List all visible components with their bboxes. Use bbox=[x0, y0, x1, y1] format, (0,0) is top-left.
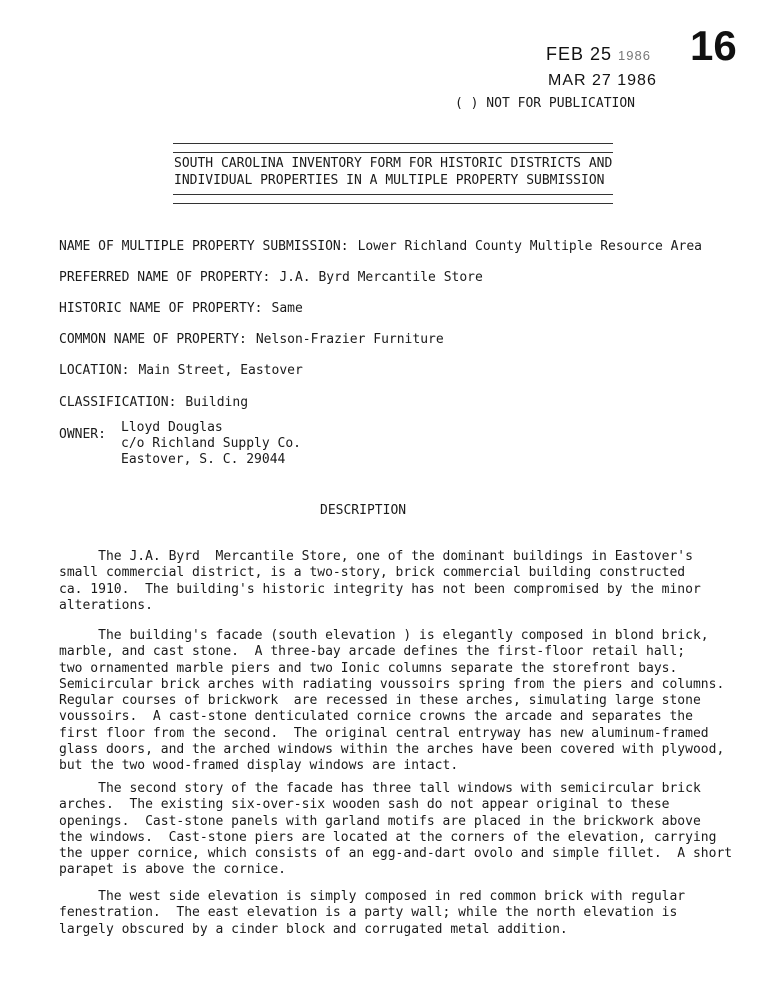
paragraph-line: The second story of the facade has three tall windows with semicircular brick bbox=[59, 781, 701, 796]
paragraph-line: first floor from the second. The original central entryway has new aluminum-framed bbox=[59, 725, 709, 741]
description-paragraph-1 bbox=[59, 549, 729, 614]
not-for-publication-checkbox-line: ( ) NOT FOR PUBLICATION bbox=[455, 96, 636, 111]
location-value: Main Street, Eastover bbox=[138, 363, 303, 378]
received-date-feb: FEB 25 bbox=[546, 44, 613, 64]
historic-name-label: HISTORIC NAME OF PROPERTY: bbox=[59, 301, 263, 316]
classification-value: Building bbox=[185, 395, 249, 410]
description-paragraph-2 bbox=[59, 628, 729, 775]
common-name-value: Nelson-Frazier Furniture bbox=[255, 332, 444, 347]
form-title-line-2: INDIVIDUAL PROPERTIES IN A MULTIPLE PROPERTY SUBMISSION bbox=[174, 173, 605, 188]
historic-name-field bbox=[59, 301, 303, 316]
owner-name: Lloyd Douglas bbox=[121, 420, 223, 435]
received-date-stamp-feb bbox=[546, 44, 651, 65]
description-paragraph-3 bbox=[59, 781, 733, 879]
paragraph-line: ca. 1910. The building's historic integrity has not been compromised by the minor bbox=[59, 581, 701, 597]
owner-label: OWNER: bbox=[59, 427, 106, 442]
paragraph-line: Semicircular brick arches with radiating voussoirs spring from the piers and columns. bbox=[59, 676, 725, 692]
paragraph-line: the windows. Cast-stone piers are located at the corners of the elevation, carrying bbox=[59, 829, 717, 845]
paragraph-line: Regular courses of brickwork are recessed in these arches, simulating large stone bbox=[59, 693, 701, 709]
received-year-feb: 1986 bbox=[618, 48, 651, 63]
form-title bbox=[174, 155, 612, 189]
preferred-name-label: PREFERRED NAME OF PROPERTY: bbox=[59, 270, 271, 285]
title-rule-bottom-1 bbox=[173, 194, 613, 195]
title-rule-top bbox=[173, 143, 613, 144]
common-name-field bbox=[59, 332, 444, 347]
paragraph-line: glass doors, and the arched windows within the arches have been covered with plywood, bbox=[59, 742, 725, 758]
common-name-label: COMMON NAME OF PROPERTY: bbox=[59, 332, 247, 347]
paragraph-line: marble, and cast stone. A three-bay arcade defines the first-floor retail hall; bbox=[59, 644, 686, 660]
historic-name-value: Same bbox=[271, 301, 303, 316]
preferred-name-value: J.A. Byrd Mercantile Store bbox=[279, 270, 483, 285]
description-heading: DESCRIPTION bbox=[320, 503, 407, 518]
page-number: 16 bbox=[690, 22, 737, 69]
paragraph-line: arches. The existing six-over-six wooden sash do not appear original to these bbox=[59, 797, 670, 813]
paragraph-line: largely obscured by a cinder block and corrugated metal addition. bbox=[59, 921, 568, 937]
form-title-line-1: SOUTH CAROLINA INVENTORY FORM FOR HISTORIC DISTRICTS AND bbox=[174, 156, 613, 171]
owner-address-line-2: Eastover, S. C. 29044 bbox=[121, 452, 286, 467]
title-rule-bottom-2 bbox=[173, 203, 613, 204]
owner-address-line-1: c/o Richland Supply Co. bbox=[121, 436, 302, 451]
location-label: LOCATION: bbox=[59, 363, 130, 378]
mps-name-field bbox=[59, 239, 702, 254]
paragraph-line: but the two wood-framed display windows are intact. bbox=[59, 758, 459, 774]
mps-name-value: Lower Richland County Multiple Resource Area bbox=[357, 239, 702, 254]
paragraph-line: The J.A. Byrd Mercantile Store, one of the dominant buildings in Eastover's bbox=[59, 549, 693, 564]
description-paragraph-4 bbox=[59, 889, 729, 938]
mps-name-label: NAME OF MULTIPLE PROPERTY SUBMISSION: bbox=[59, 239, 349, 254]
paragraph-line: parapet is above the cornice. bbox=[59, 862, 286, 878]
classification-label: CLASSIFICATION: bbox=[59, 395, 177, 410]
paragraph-line: The building's facade (south elevation ) is elegantly composed in blond brick, bbox=[59, 628, 709, 643]
paragraph-line: small commercial district, is a two-story, brick commercial building constructed bbox=[59, 565, 686, 581]
owner-address-block bbox=[121, 420, 301, 468]
paragraph-line: two ornamented marble piers and two Ionic columns separate the storefront bays. bbox=[59, 660, 678, 676]
classification-field bbox=[59, 395, 248, 410]
paragraph-line: fenestration. The east elevation is a party wall; while the north elevation is bbox=[59, 905, 678, 921]
location-field bbox=[59, 363, 303, 378]
paragraph-line: alterations. bbox=[59, 597, 153, 613]
paragraph-line: openings. Cast-stone panels with garland motifs are placed in the brickwork above bbox=[59, 813, 701, 829]
title-rule-mid bbox=[173, 152, 613, 153]
paragraph-line: voussoirs. A cast-stone denticulated cornice crowns the arcade and separates the bbox=[59, 709, 693, 725]
received-date-stamp-mar: MAR 27 1986 bbox=[548, 72, 657, 89]
paragraph-line: the upper cornice, which consists of an egg-and-dart ovolo and simple fillet. A short bbox=[59, 846, 733, 862]
paragraph-line: The west side elevation is simply composed in red common brick with regular bbox=[59, 889, 686, 904]
preferred-name-field bbox=[59, 270, 483, 285]
